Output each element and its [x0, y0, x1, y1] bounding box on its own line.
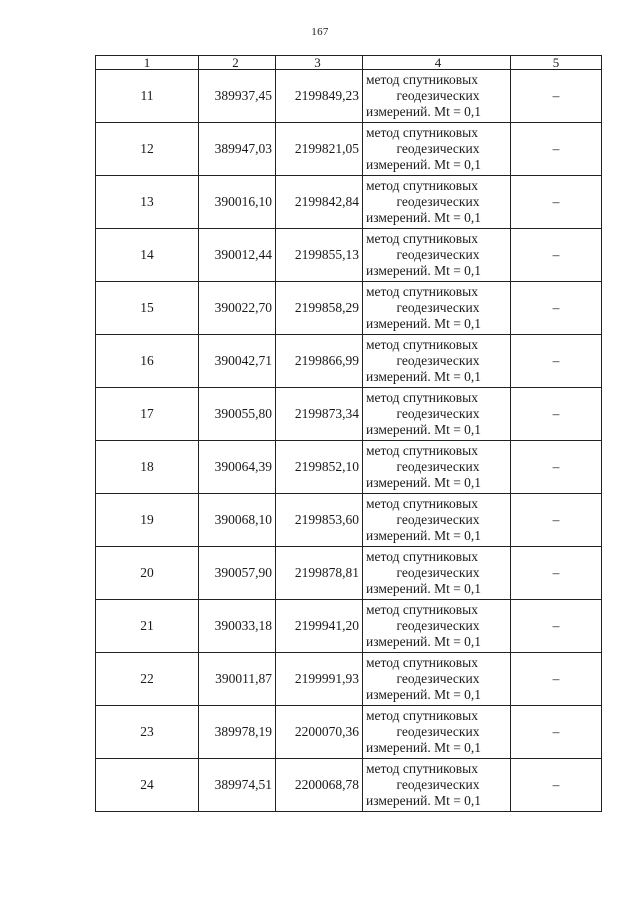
- note-cell: –: [511, 547, 602, 600]
- note-cell: –: [511, 176, 602, 229]
- method-text-line: геодезических: [396, 671, 480, 686]
- method-text-line: геодезических: [396, 512, 480, 527]
- note-cell: –: [511, 600, 602, 653]
- x-coordinate-cell: 390042,71: [199, 335, 276, 388]
- x-coordinate-cell: 389978,19: [199, 706, 276, 759]
- note-cell: –: [511, 123, 602, 176]
- note-cell: –: [511, 706, 602, 759]
- note-cell: –: [511, 653, 602, 706]
- column-header-5: 5: [511, 56, 602, 70]
- method-cell: [363, 388, 511, 441]
- point-number-cell: 21: [96, 600, 199, 653]
- column-header-1: 1: [96, 56, 199, 70]
- method-text-line: метод спутниковых: [366, 708, 478, 723]
- point-number-cell: 11: [96, 70, 199, 123]
- column-header-2: 2: [199, 56, 276, 70]
- y-coordinate-cell: 2199852,10: [276, 441, 363, 494]
- method-text-line: измерений. Mt = 0,1: [366, 581, 482, 596]
- y-coordinate-cell: 2199855,13: [276, 229, 363, 282]
- method-text-line: измерений. Mt = 0,1: [366, 793, 482, 808]
- method-cell: [363, 600, 511, 653]
- table-row: [96, 176, 602, 229]
- method-text-line: геодезических: [396, 141, 480, 156]
- method-text-line: метод спутниковых: [366, 602, 478, 617]
- coordinates-table: [95, 55, 602, 812]
- x-coordinate-cell: 389974,51: [199, 759, 276, 812]
- column-header-3: 3: [276, 56, 363, 70]
- y-coordinate-cell: 2199878,81: [276, 547, 363, 600]
- method-cell: [363, 441, 511, 494]
- point-number-cell: 15: [96, 282, 199, 335]
- x-coordinate-cell: 390055,80: [199, 388, 276, 441]
- y-coordinate-cell: 2199853,60: [276, 494, 363, 547]
- method-text-line: геодезических: [396, 406, 480, 421]
- x-coordinate-cell: 389947,03: [199, 123, 276, 176]
- method-text-line: измерений. Mt = 0,1: [366, 475, 482, 490]
- y-coordinate-cell: 2199991,93: [276, 653, 363, 706]
- method-text-line: геодезических: [396, 353, 480, 368]
- method-text-line: метод спутниковых: [366, 496, 478, 511]
- table-row: [96, 335, 602, 388]
- method-text-line: измерений. Mt = 0,1: [366, 210, 482, 225]
- method-cell: [363, 547, 511, 600]
- y-coordinate-cell: 2199821,05: [276, 123, 363, 176]
- method-cell: [363, 229, 511, 282]
- method-text-line: измерений. Mt = 0,1: [366, 316, 482, 331]
- method-text-line: метод спутниковых: [366, 549, 478, 564]
- table-row: [96, 494, 602, 547]
- x-coordinate-cell: 390022,70: [199, 282, 276, 335]
- x-coordinate-cell: 390016,10: [199, 176, 276, 229]
- method-text-line: метод спутниковых: [366, 761, 478, 776]
- note-cell: –: [511, 388, 602, 441]
- method-text-line: геодезических: [396, 88, 480, 103]
- method-text-line: измерений. Mt = 0,1: [366, 687, 482, 702]
- method-cell: [363, 176, 511, 229]
- point-number-cell: 20: [96, 547, 199, 600]
- page-number: 167: [311, 26, 329, 38]
- table-row: [96, 441, 602, 494]
- x-coordinate-cell: 390011,87: [199, 653, 276, 706]
- point-number-cell: 23: [96, 706, 199, 759]
- method-cell: [363, 706, 511, 759]
- point-number-cell: 13: [96, 176, 199, 229]
- method-text-line: измерений. Mt = 0,1: [366, 422, 482, 437]
- y-coordinate-cell: 2199849,23: [276, 70, 363, 123]
- method-text-line: геодезических: [396, 565, 480, 580]
- x-coordinate-cell: 390068,10: [199, 494, 276, 547]
- point-number-cell: 17: [96, 388, 199, 441]
- method-text-line: геодезических: [396, 777, 480, 792]
- method-text-line: измерений. Mt = 0,1: [366, 740, 482, 755]
- note-cell: –: [511, 441, 602, 494]
- table-row: [96, 70, 602, 123]
- point-number-cell: 16: [96, 335, 199, 388]
- table-body: [96, 56, 602, 812]
- x-coordinate-cell: 390064,39: [199, 441, 276, 494]
- x-coordinate-cell: 390033,18: [199, 600, 276, 653]
- column-header-4: 4: [363, 56, 511, 70]
- note-cell: –: [511, 759, 602, 812]
- method-cell: [363, 70, 511, 123]
- method-text-line: метод спутниковых: [366, 443, 478, 458]
- method-text-line: измерений. Mt = 0,1: [366, 104, 482, 119]
- note-cell: –: [511, 70, 602, 123]
- table-row: [96, 282, 602, 335]
- table-row: [96, 706, 602, 759]
- method-text-line: геодезических: [396, 459, 480, 474]
- method-text-line: геодезических: [396, 618, 480, 633]
- method-cell: [363, 494, 511, 547]
- y-coordinate-cell: 2199842,84: [276, 176, 363, 229]
- method-text-line: геодезических: [396, 247, 480, 262]
- method-text-line: измерений. Mt = 0,1: [366, 369, 482, 384]
- point-number-cell: 22: [96, 653, 199, 706]
- method-cell: [363, 282, 511, 335]
- y-coordinate-cell: 2199858,29: [276, 282, 363, 335]
- note-cell: –: [511, 282, 602, 335]
- table-row: [96, 229, 602, 282]
- table-row: [96, 388, 602, 441]
- method-cell: [363, 759, 511, 812]
- method-text-line: измерений. Mt = 0,1: [366, 528, 482, 543]
- method-text-line: метод спутниковых: [366, 231, 478, 246]
- method-cell: [363, 335, 511, 388]
- point-number-cell: 19: [96, 494, 199, 547]
- point-number-cell: 12: [96, 123, 199, 176]
- table-row: [96, 600, 602, 653]
- note-cell: –: [511, 494, 602, 547]
- point-number-cell: 24: [96, 759, 199, 812]
- table-header-row: [96, 56, 602, 70]
- y-coordinate-cell: 2199866,99: [276, 335, 363, 388]
- method-text-line: метод спутниковых: [366, 72, 478, 87]
- method-cell: [363, 123, 511, 176]
- table-row: [96, 123, 602, 176]
- method-text-line: геодезических: [396, 724, 480, 739]
- y-coordinate-cell: 2199941,20: [276, 600, 363, 653]
- note-cell: –: [511, 229, 602, 282]
- y-coordinate-cell: 2200068,78: [276, 759, 363, 812]
- method-text-line: геодезических: [396, 300, 480, 315]
- method-cell: [363, 653, 511, 706]
- x-coordinate-cell: 390057,90: [199, 547, 276, 600]
- table-row: [96, 547, 602, 600]
- note-cell: –: [511, 335, 602, 388]
- method-text-line: метод спутниковых: [366, 390, 478, 405]
- method-text-line: измерений. Mt = 0,1: [366, 263, 482, 278]
- point-number-cell: 18: [96, 441, 199, 494]
- method-text-line: геодезических: [396, 194, 480, 209]
- table-row: [96, 653, 602, 706]
- method-text-line: метод спутниковых: [366, 337, 478, 352]
- method-text-line: метод спутниковых: [366, 655, 478, 670]
- x-coordinate-cell: 389937,45: [199, 70, 276, 123]
- method-text-line: метод спутниковых: [366, 178, 478, 193]
- method-text-line: метод спутниковых: [366, 125, 478, 140]
- y-coordinate-cell: 2200070,36: [276, 706, 363, 759]
- method-text-line: измерений. Mt = 0,1: [366, 634, 482, 649]
- point-number-cell: 14: [96, 229, 199, 282]
- method-text-line: метод спутниковых: [366, 284, 478, 299]
- table-row: [96, 759, 602, 812]
- method-text-line: измерений. Mt = 0,1: [366, 157, 482, 172]
- y-coordinate-cell: 2199873,34: [276, 388, 363, 441]
- x-coordinate-cell: 390012,44: [199, 229, 276, 282]
